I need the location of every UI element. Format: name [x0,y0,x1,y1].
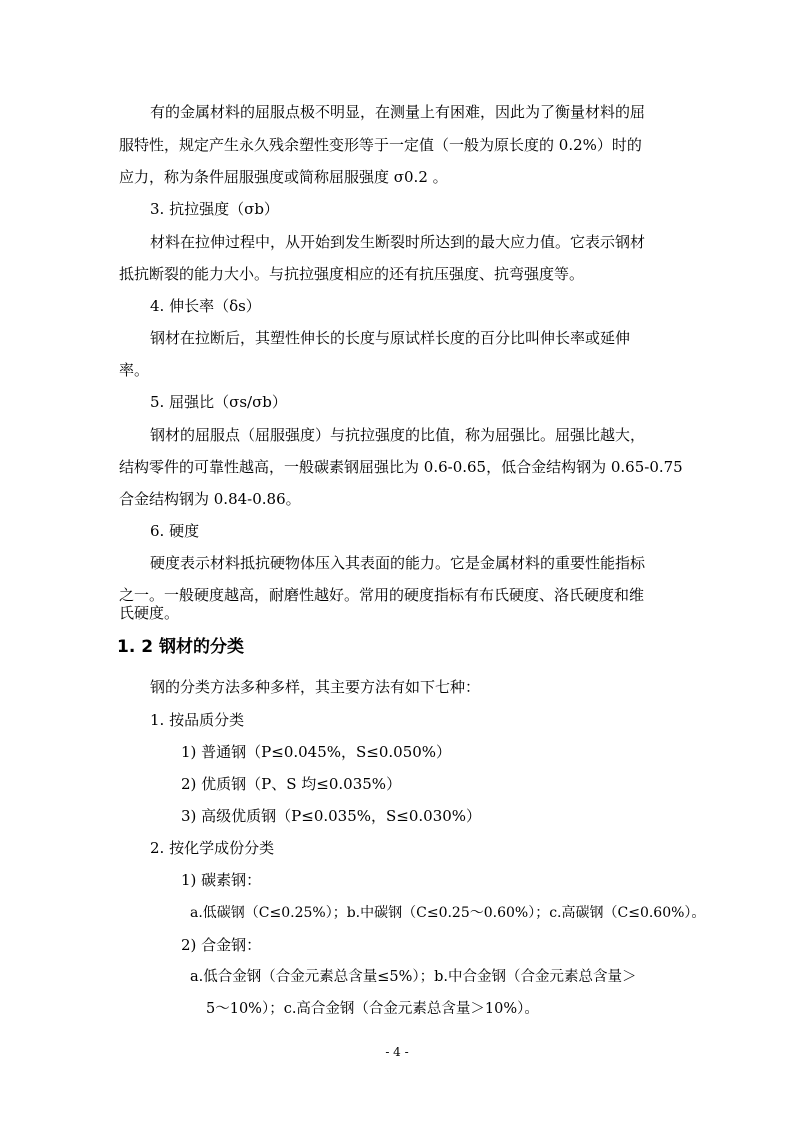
section-intro: 钢的分类方法多种多样，其主要方法有如下七种： [150,678,481,696]
list-item-title: 4. 伸长率（δs） [150,297,261,315]
paragraph-line: 材料在拉伸过程中，从开始到发生断裂时所达到的最大应力值。它表示钢材 [150,233,646,251]
list-item-title: 6. 硬度 [150,522,200,540]
subcategory-title: 2) 合金钢： [181,936,262,954]
category-item: 3) 高级优质钢（P≤0.035%，S≤0.030%） [181,807,482,825]
list-item-title: 3. 抗拉强度（σb） [150,200,279,218]
paragraph-line: 氏硬度。 [119,604,180,622]
paragraph-line: 率。 [119,361,150,379]
subcategory-text: a.低碳钢（C≤0.25%）；b.中碳钢（C≤0.25～0.60%）；c.高碳钢（C≤0.60%）。 [190,905,706,921]
paragraph-line: 应力，称为条件屈服强度或简称屈服强度 σ0.2 。 [119,168,448,186]
section-heading: 1. 2 钢材的分类 [117,637,244,657]
category-item: 1) 普通钢（P≤0.045%，S≤0.050%） [181,743,452,761]
subcategory-text: 5～10%）；c.高合金钢（合金元素总含量＞10%）。 [206,1001,539,1017]
paragraph-line: 钢材在拉断后，其塑性伸长的长度与原试样长度的百分比叫伸长率或延伸 [150,329,631,347]
paragraph-line: 合金结构钢为 0.84-0.86。 [119,490,301,508]
paragraph-line: 服特性，规定产生永久残余塑性变形等于一定值（一般为原长度的 0.2%）时的 [119,136,642,154]
paragraph-line: 之一。一般硬度越高，耐磨性越好。常用的硬度指标有布氏硬度、洛氏硬度和维 [119,586,645,604]
subcategory-text: a.低合金钢（合金元素总含量≤5%）；b.中合金钢（合金元素总含量＞ [190,969,637,985]
list-item-title: 5. 屈强比（σs/σb） [150,393,287,411]
paragraph-line: 抵抗断裂的能力大小。与抗拉强度相应的还有抗压强度、抗弯强度等。 [119,265,585,283]
category-item: 2) 优质钢（P、S 均≤0.035%） [181,775,402,793]
category-title: 2. 按化学成份分类 [150,839,275,857]
paragraph-line: 硬度表示材料抵抗硬物体压入其表面的能力。它是金属材料的重要性能指标 [150,554,646,572]
subcategory-title: 1) 碳素钢： [181,871,262,889]
paragraph-line: 结构零件的可靠性越高，一般碳素钢屈强比为 0.6-0.65，低合金结构钢为 0.65-0.75 [119,458,683,476]
category-title: 1. 按品质分类 [150,711,245,729]
paragraph-line: 钢材的屈服点（屈服强度）与抗拉强度的比值，称为屈强比。屈强比越大， [150,426,646,444]
page-number: - 4 - [385,1045,409,1059]
paragraph-line: 有的金属材料的屈服点极不明显，在测量上有困难，因此为了衡量材料的屈 [150,103,646,121]
